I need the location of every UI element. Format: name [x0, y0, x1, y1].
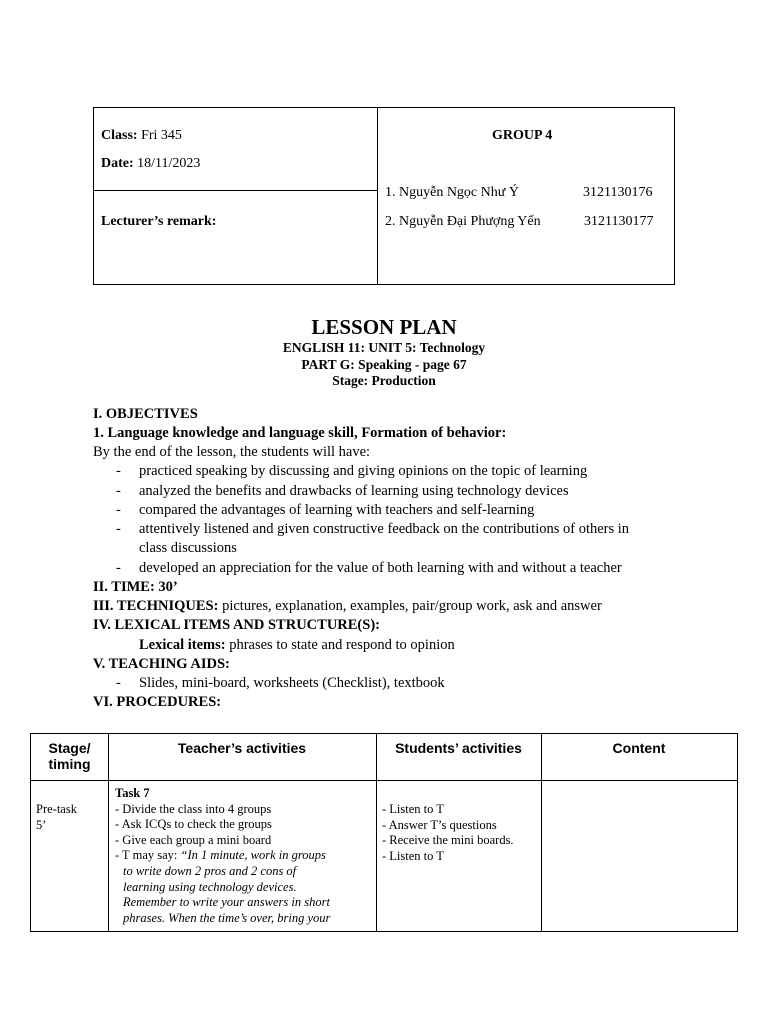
- student-activity: - Listen to T: [382, 802, 444, 816]
- objectives-intro: By the end of the lesson, the students will have:: [93, 444, 371, 460]
- objective-item: developed an appreciation for the value of both learning with and without a teacher: [139, 560, 622, 576]
- bullet-mark: -: [116, 560, 121, 576]
- bullet-mark: -: [116, 502, 121, 518]
- column-header-stage-line1: Stage/: [48, 740, 91, 756]
- teacher-quote: learning using technology devices.: [123, 879, 297, 894]
- teacher-quote: to write down 2 pros and 2 cons of: [123, 863, 297, 878]
- objectives-heading: I. OBJECTIVES: [93, 406, 198, 422]
- header-row-divider: [31, 780, 737, 781]
- bullet-mark: -: [116, 483, 121, 499]
- unit-subtitle: ENGLISH 11: UNIT 5: Technology: [282, 340, 486, 355]
- header-info-table: [93, 107, 675, 285]
- lexical-items-value: phrases to state and respond to opinion: [225, 637, 455, 653]
- class-line: [101, 128, 182, 144]
- lexical-items-line: [139, 637, 455, 654]
- procedures-heading: VI. PROCEDURES:: [93, 694, 222, 710]
- part-subtitle: PART G: Speaking - page 67: [301, 357, 467, 372]
- member-id-2: 3121130177: [584, 214, 654, 229]
- class-value: Fri 345: [141, 128, 182, 143]
- student-activity: - Answer T’s questions: [382, 817, 497, 832]
- member-id-1: 3121130176: [583, 185, 653, 200]
- column-header-content: Content: [612, 740, 666, 756]
- techniques-value: pictures, explanation, examples, pair/group work, ask and answer: [218, 598, 602, 614]
- column-header-teacher: Teacher’s activities: [177, 740, 307, 756]
- procedures-table: [30, 733, 738, 932]
- task-label: Task 7: [115, 786, 150, 800]
- bullet-mark: -: [116, 463, 121, 479]
- stage-cell: [36, 802, 77, 833]
- techniques-heading: III. TECHNIQUES:: [93, 598, 219, 614]
- objective-item: analyzed the benefits and drawbacks of learning using technology devices: [139, 483, 569, 499]
- column-divider: [376, 734, 377, 931]
- student-activity: - Listen to T: [382, 848, 444, 863]
- objective-item: compared the advantages of learning with teachers and self-learning: [139, 502, 535, 518]
- teacher-quote: phrases. When the time’s over, bring your: [123, 910, 331, 925]
- lexical-items-label: Lexical items:: [139, 637, 226, 653]
- member-name-2: 2. Nguyễn Đại Phượng Yến: [385, 214, 541, 229]
- class-date-cell: [94, 108, 377, 191]
- stage-timing: 5’: [36, 817, 47, 832]
- teacher-activity: - Ask ICQs to check the groups: [115, 817, 272, 832]
- student-activity: - Receive the mini boards.: [382, 833, 514, 848]
- teacher-quote: Remember to write your answers in short: [123, 895, 330, 910]
- teaching-aids-heading: V. TEACHING AIDS:: [93, 656, 230, 672]
- objective-item: practiced speaking by discussing and giving opinions on the topic of learning: [139, 463, 588, 479]
- date-value: 18/11/2023: [137, 156, 201, 171]
- class-label: Class:: [101, 128, 138, 143]
- group-title: GROUP 4: [492, 128, 553, 143]
- member-name-1: 1. Nguyễn Ngọc Như Ý: [385, 185, 519, 200]
- lesson-plan-title: LESSON PLAN: [311, 315, 457, 339]
- teacher-activity-quote-line: [115, 848, 330, 864]
- lexical-heading: IV. LEXICAL ITEMS AND STRUCTURE(S):: [93, 617, 380, 633]
- date-line: [101, 156, 200, 172]
- column-divider: [108, 734, 109, 931]
- teacher-activity: - Give each group a mini board: [115, 832, 272, 847]
- bullet-mark: -: [116, 521, 121, 537]
- bullet-mark: -: [116, 675, 121, 691]
- objectives-sub-heading: 1. Language knowledge and language skill, Formation of behavior:: [93, 425, 507, 441]
- teacher-activity: - Divide the class into 4 groups: [115, 801, 272, 816]
- date-label: Date:: [101, 156, 134, 171]
- time-heading: II. TIME: 30’: [93, 579, 178, 595]
- objective-item: attentively listened and given constructive feedback on the contributions of others in: [139, 521, 630, 537]
- column-header-stage: [31, 740, 108, 772]
- stage-name: Pre-task: [36, 802, 77, 816]
- techniques-line: [93, 598, 602, 615]
- column-header-students: Students’ activities: [395, 740, 522, 756]
- info-left-column: [94, 108, 378, 284]
- students-activities-cell: [382, 802, 514, 864]
- teacher-quote: “In 1 minute, work in groups: [180, 848, 326, 863]
- stage-subtitle: Stage: Production: [332, 373, 436, 388]
- teacher-activity: - T may say:: [115, 848, 181, 863]
- lecturer-remark-label: Lecturer’s remark:: [101, 214, 217, 229]
- teacher-activities-cell: [115, 786, 330, 926]
- teaching-aids-item: Slides, mini-board, worksheets (Checklist), textbook: [139, 675, 445, 691]
- column-divider: [541, 734, 542, 931]
- objective-item-continued: class discussions: [139, 540, 237, 556]
- column-header-stage-line2: timing: [48, 756, 91, 772]
